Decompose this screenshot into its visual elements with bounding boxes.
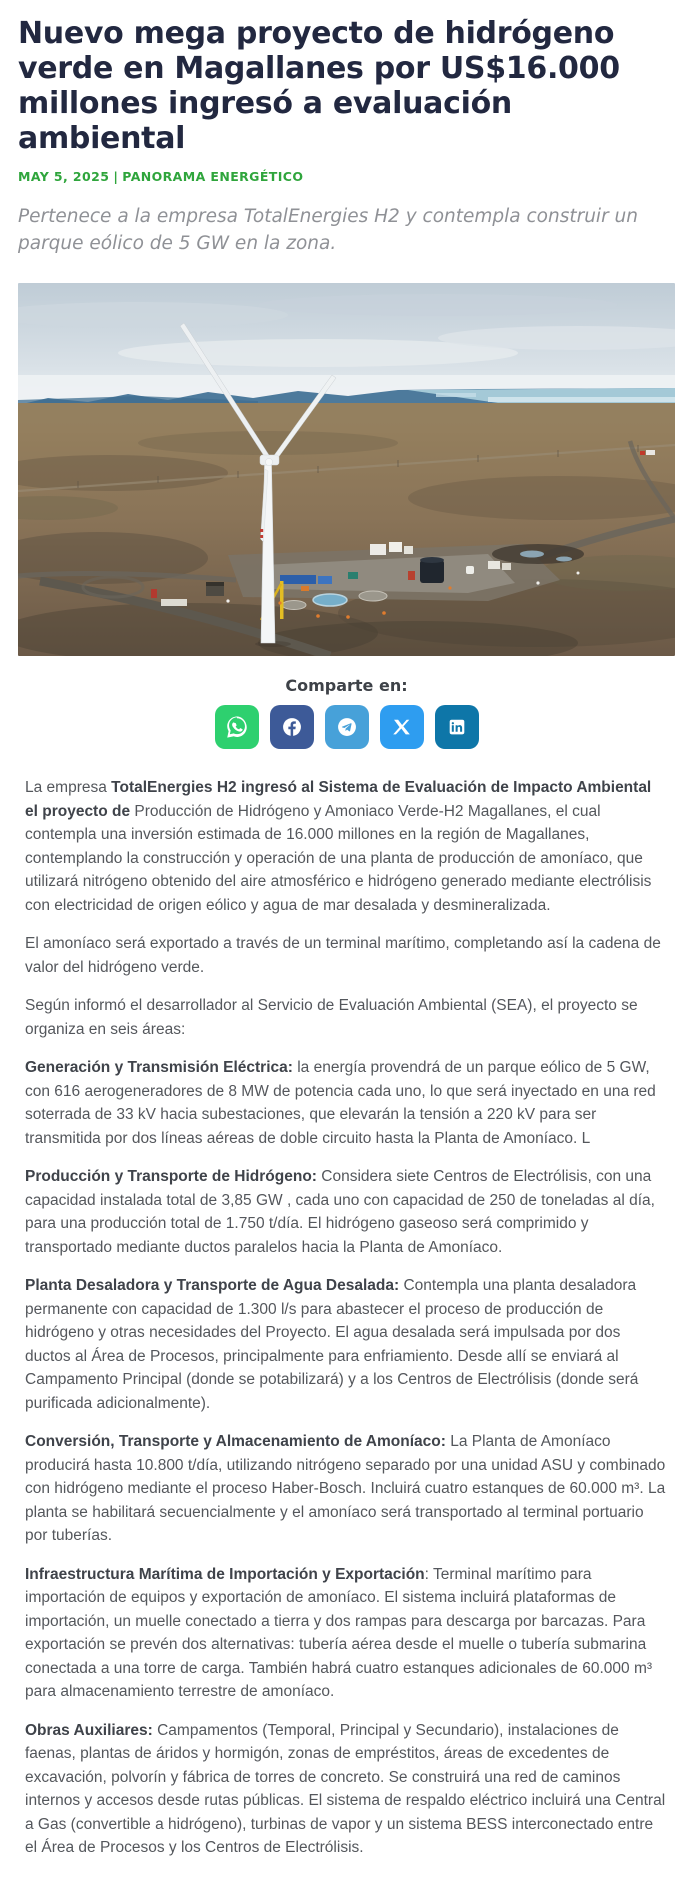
linkedin-share-button[interactable] — [435, 705, 479, 749]
hero-image — [18, 283, 675, 656]
facebook-icon — [279, 714, 305, 740]
telegram-icon — [334, 714, 360, 740]
meta-separator: | — [113, 169, 119, 184]
telegram-share-button[interactable] — [325, 705, 369, 749]
paragraph — [25, 776, 668, 917]
paragraph-text: La Planta de Amoníaco producirá hasta 10.800 t/día, utilizando nitrógeno separado por una unidad ASU y combinado con hidrógeno mediante el proceso Haber-Bosch. Incluirá cuatro estanques de 60.000 m³. La planta se habilitará secuencialmente y el amoníaco será transportado al terminal portuario por tuberías. — [25, 1433, 666, 1544]
paragraph-text: La empresa — [25, 779, 112, 796]
paragraph — [25, 1274, 668, 1415]
paragraph — [25, 1165, 668, 1259]
whatsapp-icon — [224, 714, 250, 740]
paragraph-text: Según informó el desarrollador al Servicio de Evaluación Ambiental (SEA), el proyecto se organiza en seis áreas: — [25, 997, 638, 1038]
x-icon — [389, 714, 415, 740]
paragraph-bold-text: Infraestructura Marítima de Importación y Exportación — [25, 1565, 425, 1583]
paragraph — [25, 1719, 668, 1860]
share-buttons — [18, 705, 675, 749]
paragraph — [25, 1563, 668, 1704]
article-body — [18, 776, 675, 1860]
share-section — [18, 676, 675, 749]
paragraph — [25, 932, 668, 979]
paragraph-text: : Terminal marítimo para importación de equipos y exportación de amoníaco. El sistema incluirá plataformas de importación, un muelle conectado a tierra y dos rampas para descarga por barcazas. Para exportación se prevén dos alternativas: tubería aérea desde el muelle o tubería submarina conectada a una torre de carga. También habrá cuatro estanques adicionales de 60.000 m³ para almacenamiento terrestre de amoníaco. — [25, 1565, 653, 1700]
linkedin-icon — [444, 714, 470, 740]
article-subtitle: Pertenece a la empresa TotalEnergies H2 y contempla construir un parque eólico de 5 GW en la zona. — [18, 206, 639, 254]
article-meta — [18, 169, 675, 184]
facebook-share-button[interactable] — [270, 705, 314, 749]
paragraph-text: Contempla una planta desaladora permanente con capacidad de 1.300 l/s para abastecer el proceso de producción de hidrógeno y otras necesidades del Proyecto. El agua desalada será impulsada por dos ductos al Área de Procesos, principalmente para enfriamiento. Desde allí se enviará al Campamento Principal (donde se potabilizará) y a los Centros de Electrólisis (donde será purificada adicionalmente). — [25, 1277, 639, 1412]
article-date: MAY 5, 2025 — [18, 169, 110, 184]
paragraph-text: El amoníaco será exportado a través de un terminal marítimo, completando así la cadena de valor del hidrógeno verde. — [25, 935, 661, 976]
paragraph-bold-text: Planta Desaladora y Transporte de Agua Desalada: — [25, 1277, 400, 1294]
paragraph-text: Considera siete Centros de Electrólisis, con una capacidad instalada total de 3,85 GW , cada uno con capacidad de 250 de toneladas al día, para una producción total de 1.750 t/día. El hidrógeno gaseoso será comprimido y transportado mediante ductos paralelos hacia la Planta de Amoníaco. — [25, 1168, 655, 1256]
paragraph-bold-text: Generación y Transmisión Eléctrica: — [25, 1059, 293, 1076]
paragraph — [25, 1056, 668, 1150]
x-share-button[interactable] — [380, 705, 424, 749]
paragraph-text: Producción de Hidrógeno y Amoniaco Verde-H2 Magallanes, el cual contempla una inversión estimada de 16.000 millones en la región de Magallanes, contemplando la construcción y operación de una planta de producción de amoníaco, que utilizará nitrógeno obtenido del aire atmosférico e hidrógeno generado mediante electrólisis con electricidad de origen eólico y agua de mar desalada y desmineralizada. — [25, 802, 652, 914]
whatsapp-share-button[interactable] — [215, 705, 259, 749]
paragraph-text: Campamentos (Temporal, Principal y Secundario), instalaciones de faenas, plantas de áridos y hormigón, zonas de empréstitos, áreas de excedentes de excavación, polvorín y fábrica de torres de concreto. Se construirá una red de caminos internos y accesos desde rutas públicas. El sistema de respaldo eléctrico incluirá una Central a Gas (convertible a hidrógeno), turbinas de vapor y un sistema BESS interconectado entre el Área de Procesos y los Centros de Electrólisis. — [25, 1721, 666, 1856]
article-category-link[interactable]: PANORAMA ENERGÉTICO — [122, 169, 304, 184]
paragraph-bold-text: Producción y Transporte de Hidrógeno: — [25, 1168, 317, 1185]
hero-photo-illustration — [18, 283, 675, 656]
paragraph-bold-text: Obras Auxiliares: — [25, 1721, 153, 1739]
paragraph — [25, 1430, 668, 1548]
paragraph-text: la energía provendrá de un parque eólico de 5 GW, con 616 aerogeneradores de 8 MW de potencia cada uno, lo que será inyectado en una red soterrada de 33 kV hacia subestaciones, que elevarán la tensión a 220 kV para ser transmitida por dos líneas aéreas de doble circuito hasta la Planta de Amoníaco. L — [25, 1059, 656, 1147]
share-label: Comparte en: — [285, 676, 408, 695]
page-title: Nuevo mega proyecto de hidrógeno verde en Magallanes por US$16.000 millones ingresó a evaluación ambiental — [18, 16, 620, 156]
paragraph-bold-text: TotalEnergies H2 ingresó al Sistema de Evaluación de Impacto Ambiental el proyecto de — [25, 779, 652, 820]
paragraph-bold-text: Conversión, Transporte y Almacenamiento de Amoníaco: — [25, 1433, 446, 1450]
paragraph — [25, 994, 668, 1041]
